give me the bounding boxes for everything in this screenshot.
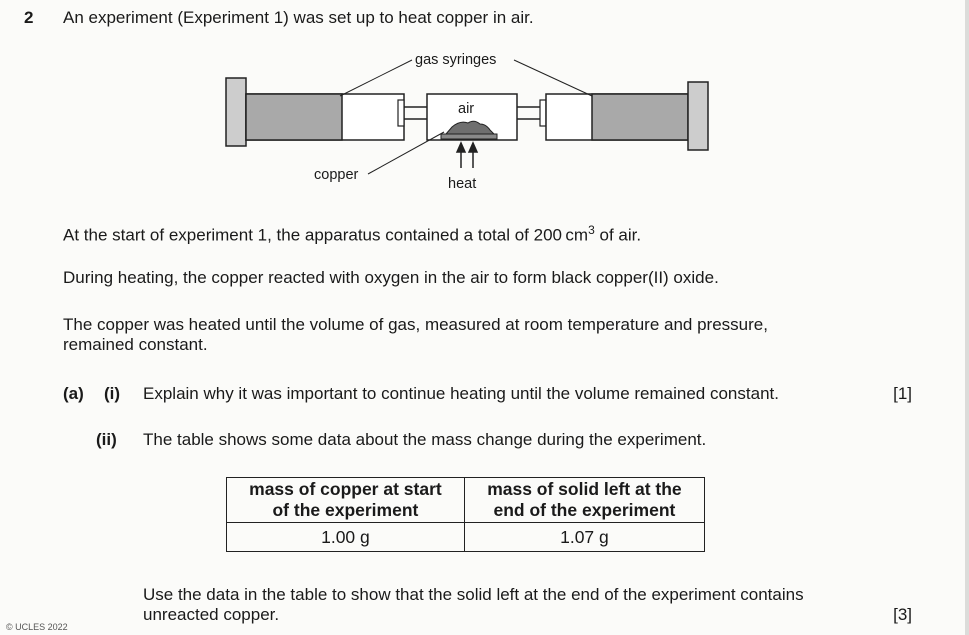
mass-data-table: [226, 477, 705, 552]
page-edge-margin: [965, 0, 969, 635]
label-air: air: [458, 101, 475, 117]
instruction-marks: [3]: [893, 605, 912, 624]
instruction-line2: unreacted copper.: [143, 605, 280, 624]
label-copper: copper: [314, 167, 359, 183]
table-header-end-mass: mass of solid left at the end of the experiment: [464, 478, 704, 523]
paragraph-start-volume: At the start of experiment 1, the apparatus contained a total of 200 $cm^3$ of air.: [63, 223, 642, 245]
part-a-i-marks: [1]: [893, 384, 912, 403]
table-cell-end-mass: 1.07 g: [464, 523, 704, 552]
paragraph-heating-line1: The copper was heated until the volume of gas, measured at room temperature and pressure,: [63, 315, 768, 334]
left-plunger: [246, 94, 342, 140]
label-gas-syringes: gas syringes: [415, 52, 497, 68]
question-intro: An experiment (Experiment 1) was set up to heat copper in air.: [63, 8, 534, 27]
experiment-diagram: [222, 44, 712, 200]
part-a-i-text: Explain why it was important to continue heating until the volume remained constant.: [143, 384, 779, 403]
right-plunger-end: [688, 82, 708, 150]
part-a-ii-label: (ii): [96, 430, 117, 449]
part-a-i-label: (i): [104, 384, 121, 403]
label-heat: heat: [448, 176, 477, 192]
right-plunger: [592, 94, 688, 140]
table-cell-start-mass: 1.00 g: [227, 523, 465, 552]
paragraph-heating-line2: remained constant.: [63, 335, 208, 354]
part-a-ii-text: The table shows some data about the mass change during the experiment.: [143, 430, 707, 449]
part-a-label: (a): [63, 384, 84, 403]
table-header-start-mass: mass of copper at start of the experiment: [227, 478, 465, 523]
left-plunger-end: [226, 78, 246, 146]
footer-copyright: © UCLES 2022: [6, 622, 68, 632]
instruction-line1: Use the data in the table to show that the solid left at the end of the experiment contains: [143, 585, 804, 604]
paragraph-reaction: During heating, the copper reacted with oxygen in the air to form black copper(II) oxide.: [63, 268, 719, 287]
heat-arrows-icon: [457, 143, 477, 168]
question-number: 2: [24, 8, 34, 27]
copper-dish: [441, 134, 497, 139]
table-row: [227, 523, 705, 552]
